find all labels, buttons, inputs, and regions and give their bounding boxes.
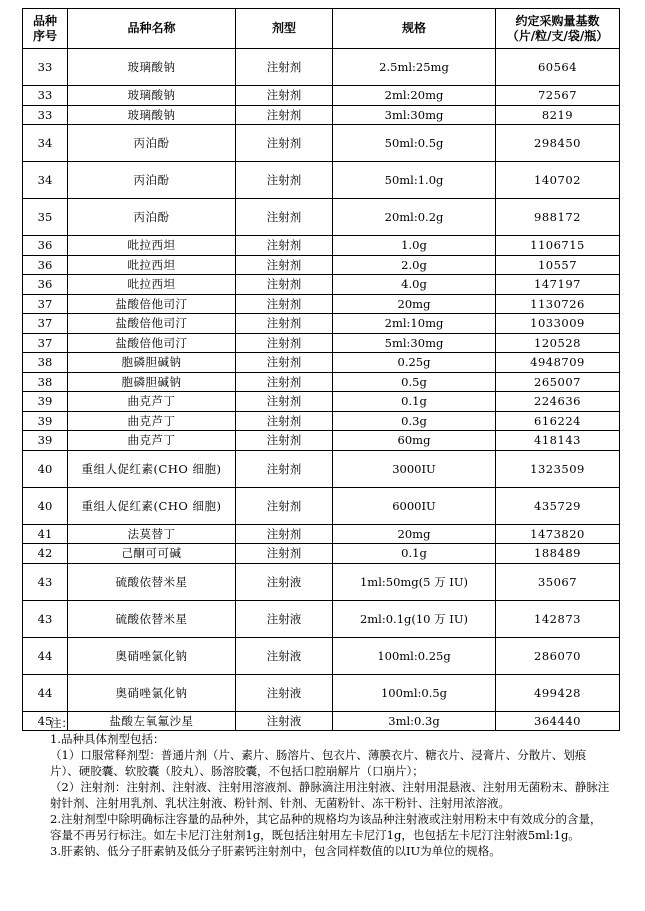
specification-cell: 3ml:30mg — [333, 105, 496, 125]
quantity-cell: 265007 — [496, 372, 620, 392]
specification-cell: 0.1g — [333, 544, 496, 564]
dosage-form-cell: 注射剂 — [236, 392, 333, 412]
drug-name-cell: 曲克芦丁 — [68, 392, 236, 412]
table-row — [23, 563, 620, 600]
specification-cell: 2ml:0.1g(10 万 IU) — [333, 600, 496, 637]
specification-cell: 6000IU — [333, 487, 496, 524]
row-number-cell: 33 — [23, 105, 68, 125]
drug-name-cell: 盐酸倍他司汀 — [68, 314, 236, 334]
table-row — [23, 333, 620, 353]
table-row — [23, 199, 620, 236]
quantity-cell: 10557 — [496, 255, 620, 275]
dosage-form-cell: 注射剂 — [236, 86, 333, 106]
specification-cell: 3000IU — [333, 450, 496, 487]
table-row — [23, 411, 620, 431]
table-row — [23, 450, 620, 487]
row-number-cell: 45 — [23, 711, 68, 731]
specification-cell: 3ml:0.3g — [333, 711, 496, 731]
dosage-form-cell: 注射剂 — [236, 199, 333, 236]
quantity-cell: 147197 — [496, 275, 620, 295]
row-number-cell: 35 — [23, 199, 68, 236]
table-row — [23, 431, 620, 451]
row-number-cell: 33 — [23, 86, 68, 106]
row-number-cell: 33 — [23, 49, 68, 86]
specification-cell: 2ml:10mg — [333, 314, 496, 334]
specification-cell: 1.0g — [333, 236, 496, 256]
quantity-cell: 72567 — [496, 86, 620, 106]
drug-name-cell: 胞磷胆碱钠 — [68, 353, 236, 373]
dosage-form-cell: 注射剂 — [236, 275, 333, 295]
drug-name-cell: 玻璃酸钠 — [68, 49, 236, 86]
table-row — [23, 275, 620, 295]
quantity-cell: 1473820 — [496, 524, 620, 544]
note-line: 3.肝素钠、低分子肝素钠及低分子肝素钙注射剂中，包含同样数值的以IU为单位的规格。 — [50, 844, 501, 858]
drug-name-cell: 吡拉西坦 — [68, 255, 236, 275]
row-number-cell: 44 — [23, 674, 68, 711]
table-row — [23, 125, 620, 162]
specification-cell: 20mg — [333, 524, 496, 544]
specification-cell: 0.5g — [333, 372, 496, 392]
drug-name-cell: 重组人促红素(CHO 细胞) — [68, 487, 236, 524]
row-number-cell: 39 — [23, 392, 68, 412]
quantity-cell: 60564 — [496, 49, 620, 86]
dosage-form-cell: 注射剂 — [236, 105, 333, 125]
dosage-form-cell: 注射剂 — [236, 294, 333, 314]
drug-name-cell: 丙泊酚 — [68, 199, 236, 236]
header-name: 品种名称 — [68, 9, 236, 49]
drug-name-cell: 丙泊酚 — [68, 125, 236, 162]
specification-cell: 20ml:0.2g — [333, 199, 496, 236]
quantity-cell: 1106715 — [496, 236, 620, 256]
quantity-cell: 286070 — [496, 637, 620, 674]
drug-name-cell: 硫酸依替米星 — [68, 600, 236, 637]
quantity-cell: 140702 — [496, 162, 620, 199]
row-number-cell: 44 — [23, 637, 68, 674]
dosage-form-cell: 注射剂 — [236, 544, 333, 564]
dosage-form-cell: 注射剂 — [236, 125, 333, 162]
dosage-form-cell: 注射剂 — [236, 314, 333, 334]
row-number-cell: 43 — [23, 600, 68, 637]
dosage-form-cell: 注射液 — [236, 637, 333, 674]
row-number-cell: 41 — [23, 524, 68, 544]
drug-name-cell: 重组人促红素(CHO 细胞) — [68, 450, 236, 487]
table-row — [23, 255, 620, 275]
dosage-form-cell: 注射剂 — [236, 49, 333, 86]
dosage-form-cell: 注射液 — [236, 674, 333, 711]
row-number-cell: 43 — [23, 563, 68, 600]
note-line: 2.注射剂型中除明确标注容量的品种外，其它品种的规格均为该品种注射液或注射用粉末中有效成分的含量，容量不再另行标注。如左卡尼汀注射剂1g，既包括注射用左卡尼汀1g，也包括左卡尼汀注射液5ml:1g。 — [50, 812, 602, 842]
table-row — [23, 314, 620, 334]
dosage-form-cell: 注射剂 — [236, 411, 333, 431]
note-line: （1）口服常释剂型：普通片剂（片、素片、肠溶片、包衣片、薄膜衣片、糖衣片、浸膏片、分散片、划痕片）、硬胶囊、软胶囊（胶丸）、肠溶胶囊，不包括口腔崩解片（口崩片）； — [50, 748, 587, 778]
quantity-cell: 1033009 — [496, 314, 620, 334]
table-row — [23, 600, 620, 637]
dosage-form-cell: 注射剂 — [236, 450, 333, 487]
row-number-cell: 39 — [23, 431, 68, 451]
row-number-cell: 39 — [23, 411, 68, 431]
notes-title: 注： — [50, 716, 73, 730]
dosage-form-cell: 注射剂 — [236, 333, 333, 353]
specification-cell: 0.1g — [333, 392, 496, 412]
table-row — [23, 524, 620, 544]
drug-name-cell: 盐酸倍他司汀 — [68, 294, 236, 314]
row-number-cell: 36 — [23, 255, 68, 275]
table-row — [23, 236, 620, 256]
dosage-form-cell: 注射剂 — [236, 372, 333, 392]
row-number-cell: 40 — [23, 450, 68, 487]
specification-cell: 2.0g — [333, 255, 496, 275]
table-row — [23, 487, 620, 524]
drug-name-cell: 胞磷胆碱钠 — [68, 372, 236, 392]
table-row — [23, 674, 620, 711]
table-row — [23, 162, 620, 199]
dosage-form-cell: 注射液 — [236, 600, 333, 637]
drug-name-cell: 曲克芦丁 — [68, 411, 236, 431]
header-spec: 规格 — [333, 9, 496, 49]
specification-cell: 50ml:1.0g — [333, 162, 496, 199]
row-number-cell: 40 — [23, 487, 68, 524]
quantity-cell: 418143 — [496, 431, 620, 451]
table-row — [23, 637, 620, 674]
row-number-cell: 36 — [23, 236, 68, 256]
quantity-cell: 8219 — [496, 105, 620, 125]
table-row — [23, 294, 620, 314]
drug-name-cell: 玻璃酸钠 — [68, 105, 236, 125]
note-line: 1.品种具体剂型包括： — [50, 732, 165, 746]
specification-cell: 100ml:0.25g — [333, 637, 496, 674]
row-number-cell: 36 — [23, 275, 68, 295]
row-number-cell: 42 — [23, 544, 68, 564]
quantity-cell: 142873 — [496, 600, 620, 637]
table-row — [23, 372, 620, 392]
drug-name-cell: 奥硝唑氯化钠 — [68, 637, 236, 674]
quantity-cell: 1130726 — [496, 294, 620, 314]
table-row — [23, 86, 620, 106]
row-number-cell: 38 — [23, 372, 68, 392]
quantity-cell: 499428 — [496, 674, 620, 711]
quantity-cell: 35067 — [496, 563, 620, 600]
drug-name-cell: 丙泊酚 — [68, 162, 236, 199]
row-number-cell: 37 — [23, 294, 68, 314]
specification-cell: 1ml:50mg(5 万 IU) — [333, 563, 496, 600]
dosage-form-cell: 注射剂 — [236, 236, 333, 256]
quantity-cell: 188489 — [496, 544, 620, 564]
notes-section — [50, 715, 610, 859]
specification-cell: 50ml:0.5g — [333, 125, 496, 162]
specification-cell: 0.3g — [333, 411, 496, 431]
row-number-cell: 38 — [23, 353, 68, 373]
quantity-cell: 120528 — [496, 333, 620, 353]
specification-cell: 2.5ml:25mg — [333, 49, 496, 86]
table-row — [23, 49, 620, 86]
specification-cell: 5ml:30mg — [333, 333, 496, 353]
specification-cell: 4.0g — [333, 275, 496, 295]
drug-name-cell: 玻璃酸钠 — [68, 86, 236, 106]
dosage-form-cell: 注射剂 — [236, 524, 333, 544]
quantity-cell: 988172 — [496, 199, 620, 236]
drug-name-cell: 硫酸依替米星 — [68, 563, 236, 600]
drug-name-cell: 曲克芦丁 — [68, 431, 236, 451]
dosage-form-cell: 注射液 — [236, 563, 333, 600]
drug-name-cell: 吡拉西坦 — [68, 236, 236, 256]
quantity-cell: 435729 — [496, 487, 620, 524]
quantity-cell: 1323509 — [496, 450, 620, 487]
drug-name-cell: 吡拉西坦 — [68, 275, 236, 295]
specification-cell: 100ml:0.5g — [333, 674, 496, 711]
row-number-cell: 34 — [23, 125, 68, 162]
table-row — [23, 353, 620, 373]
specification-cell: 20mg — [333, 294, 496, 314]
drug-table — [22, 8, 620, 731]
dosage-form-cell: 注射剂 — [236, 162, 333, 199]
quantity-cell: 616224 — [496, 411, 620, 431]
quantity-cell: 364440 — [496, 711, 620, 731]
dosage-form-cell: 注射液 — [236, 711, 333, 731]
dosage-form-cell: 注射剂 — [236, 353, 333, 373]
drug-name-cell: 奥硝唑氯化钠 — [68, 674, 236, 711]
specification-cell: 0.25g — [333, 353, 496, 373]
header-form: 剂型 — [236, 9, 333, 49]
drug-name-cell: 己酮可可碱 — [68, 544, 236, 564]
table-row — [23, 105, 620, 125]
drug-name-cell: 法莫替丁 — [68, 524, 236, 544]
dosage-form-cell: 注射剂 — [236, 487, 333, 524]
table-row — [23, 392, 620, 412]
row-number-cell: 34 — [23, 162, 68, 199]
dosage-form-cell: 注射剂 — [236, 431, 333, 451]
note-line: （2）注射剂：注射剂、注射液、注射用溶液剂、静脉滴注用注射液、注射用混悬液、注射用无菌粉末、静脉注射针剂、注射用乳剂、乳状注射液、粉针剂、针剂、无菌粉针、冻干粉针、注射用浓溶液。 — [50, 780, 610, 810]
quantity-cell: 298450 — [496, 125, 620, 162]
drug-name-cell: 盐酸左氧氟沙星 — [68, 711, 236, 731]
table-row — [23, 544, 620, 564]
header-quantity: 约定采购量基数 （片/粒/支/袋/瓶） — [496, 9, 620, 49]
specification-cell: 2ml:20mg — [333, 86, 496, 106]
table-header-row — [23, 9, 620, 49]
row-number-cell: 37 — [23, 314, 68, 334]
row-number-cell: 37 — [23, 333, 68, 353]
dosage-form-cell: 注射剂 — [236, 255, 333, 275]
header-number: 品种 序号 — [23, 9, 68, 49]
quantity-cell: 224636 — [496, 392, 620, 412]
quantity-cell: 4948709 — [496, 353, 620, 373]
specification-cell: 60mg — [333, 431, 496, 451]
drug-name-cell: 盐酸倍他司汀 — [68, 333, 236, 353]
